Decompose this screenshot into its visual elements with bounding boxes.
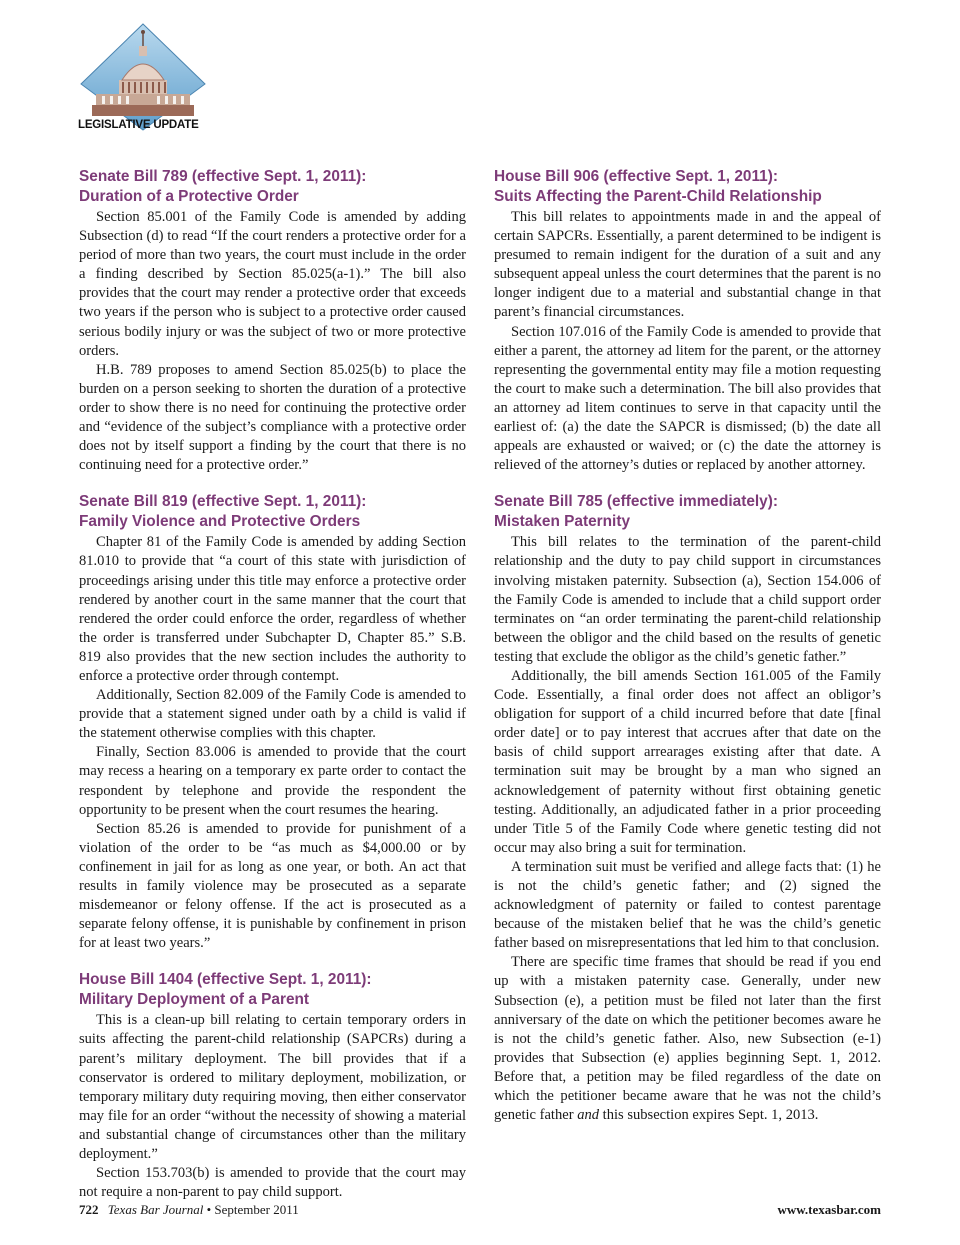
paragraph: This bill relates to appointments made in and the appeal of certain SAPCRs. Essentially, a parent determined to be indigent is presumed to remain indigent for the duration of a suit and any subsequent appeal unless the court determines that the parent is no longer indigent due to a material and substantial change in that parent’s financial circumstances. (494, 209, 881, 321)
paragraph: This is a clean-up bill relating to certain temporary orders in suits affecting the parent-child relationship (SAPCRs) during a parent’s military deployment. The bill provides that if a conservator is ordered to military deployment, mobilization, or temporary military duty requiring moving, then either conservator may file for an order “without the necessity of showing a material and substantial change of circumstances other than the military deployment.” (79, 1012, 466, 1163)
heading-line: Senate Bill 785 (effective immediately): (494, 493, 778, 511)
paragraph-text: There are specific time frames that should be read if you end up with a mistaken paternity case. Generally, under new Subsection (e), a petition must be filed not later than the first anniversary of the date on which the petitioner becomes aware he is not the child’s genetic father. Also, new Subsection (e-1) provides that Subsection (e) applies beginning Sept. 1, 2012. Before that, a petition may be filed regardless of the date on which the petitioner became aware that he was not the child’s genetic father (494, 954, 881, 1124)
journal-name: Texas Bar Journal (107, 1202, 204, 1217)
paragraph: Chapter 81 of the Family Code is amended by adding Section 81.010 to provide that “a court of this state with jurisdiction of proceedings arising under this title may enforce a protective order rendered by another court in the same manner that the court that rendered the order could enforce the order, regardless of whether the order is transferred under Subchapter D, Chapter 85.” S.B. 819 also provides that the new section includes the authority to enforce a protective order through contempt. (79, 534, 466, 684)
section-heading (79, 492, 466, 532)
heading-line: Senate Bill 819 (effective Sept. 1, 2011): (79, 493, 367, 511)
left-column (79, 167, 466, 1219)
article-section (79, 492, 466, 953)
paragraph: Section 85.26 is amended to provide for punishment of a violation of the order to be “as much as $4,000.00 or by confinement in jail for as long as one year, or both. An act that results in family violence may be prosecuted as a separate misdemeanor or felony offense. If the act is prosecuted as a separate felony offense, it is punishable by confinement in prison for at least two years.” (79, 820, 466, 952)
paragraph: Additionally, Section 82.009 of the Family Code is amended to provide that a statement signed under oath by a child is valid if the statement otherwise complies with this chapter. (79, 687, 466, 742)
emphasis-text: and (577, 1107, 600, 1124)
article-section (494, 167, 881, 475)
section-label: LEGISLATIVE UPDATE (78, 119, 199, 131)
article-section (494, 492, 881, 1125)
paragraph: Additionally, the bill amends Section 161.005 of the Family Code. Essentially, a final order does not affect an obligor’s obligation for support of a child incurred before that date [final order date] or to pay interest that accrues after that date on the basis of child support arrearages existing after that date. A termination suit may be brought by a man who signed an acknowledgement of paternity without first obtaining genetic testing. Additionally, an adjudicated father in a prior proceeding under Title 5 of the Family Code where genetic testing did not occur may also bring a suit for termination. (494, 667, 881, 856)
heading-line: Senate Bill 789 (effective Sept. 1, 2011): (79, 168, 367, 185)
section-heading (79, 167, 466, 207)
section-heading (79, 970, 466, 1010)
heading-subtitle: Mistaken Paternity (494, 513, 630, 531)
heading-line: House Bill 906 (effective Sept. 1, 2011): (494, 168, 778, 185)
section-heading (494, 167, 881, 207)
page-number: 722 (79, 1202, 99, 1217)
heading-subtitle: Suits Affecting the Parent-Child Relationship (494, 188, 822, 205)
article-section (79, 167, 466, 475)
article-section (79, 970, 466, 1202)
issue-date: September 2011 (214, 1202, 299, 1217)
heading-subtitle: Family Violence and Protective Orders (79, 513, 361, 531)
right-column (494, 167, 881, 1142)
section-heading (494, 492, 881, 532)
heading-line: House Bill 1404 (effective Sept. 1, 2011): (79, 971, 372, 989)
paragraph: Section 107.016 of the Family Code is amended to provide that either a parent, the attorney ad litem for the parent, or the attorney representing the governmental entity may file a motion requesting the court to make such a determination. The bill also provides that an attorney ad litem continues to serve in that capacity until the earliest of: (a) the date the SAPCR is dismissed; (b) the date all appeals are exhausted or waived; or (c) the date the attorney is relieved of the attorney’s duties or replaced by another attorney. (494, 323, 881, 474)
paragraph: Section 85.001 of the Family Code is amended by adding Subsection (d) to read “If the court renders a protective order for a period of more than two years, the court must include in the order a finding described by Section 85.025(a-1).” The bill also provides that the court may render a protective order that exceeds two years if the person who is subject to a protective order caused serious bodily injury or was the subject of two or more protective orders. (79, 209, 466, 359)
footer-separator: • (206, 1202, 212, 1217)
paragraph: A termination suit must be verified and allege facts that: (1) he is not the child’s genetic father; and (2) signed the acknowledgment of paternity or failed to contest parentage because of the mistaken belief that he was the child’s genetic father based on misrepresentations that led him to that conclusion. (494, 858, 881, 952)
heading-subtitle: Military Deployment of a Parent (79, 991, 310, 1009)
page-footer (79, 1202, 299, 1218)
paragraph-text: this subsection expires Sept. 1, 2013. (599, 1107, 819, 1124)
heading-subtitle: Duration of a Protective Order (79, 188, 299, 205)
paragraph: Finally, Section 83.006 is amended to provide that the court may recess a hearing on a temporary ex parte order to contact the respondent by telephone and provide the respondent the opportunity to be present when the court resumes the hearing. (79, 744, 466, 818)
paragraph (494, 953, 881, 1125)
website-link[interactable]: www.texasbar.com (777, 1202, 881, 1217)
capitol-dome-logo (78, 22, 208, 134)
paragraph: Section 153.703(b) is amended to provide that the court may not require a non-parent to pay child support. (79, 1165, 466, 1201)
paragraph: This bill relates to the termination of the parent-child relationship and the duty to pay child support in circumstances involving mistaken paternity. Subsection (a), Section 154.006 of the Family Code is amended to include that a child support order terminates on “an order terminating the parent-child relationship between the obligor and the child based on the results of genetic testing that exclude the obligor as the child’s genetic father.” (494, 534, 881, 665)
paragraph: H.B. 789 proposes to amend Section 85.025(b) to place the burden on a person seeking to shorten the duration of a protective order to show there is no need for continuing the protective order and “evidence of the subject’s compliance with a protective order does not by itself support a finding by the court that there is no continuing need for a protective order.” (79, 361, 466, 474)
